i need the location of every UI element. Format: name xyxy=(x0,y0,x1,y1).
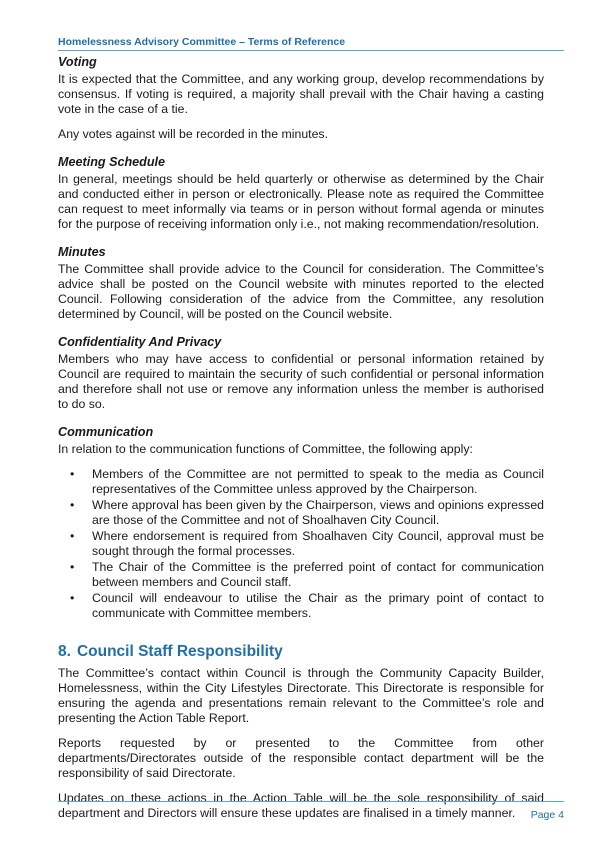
meeting-schedule-paragraph: In general, meetings should be held quarterly or otherwise as determined by the Chair and conducted either in person or electronically. Please note as required the Committee can request to meet informally via teams or in person without formal agenda or minutes for the purpose of receiving information only i.e., not making recommendation/resolution. xyxy=(58,172,544,231)
list-item xyxy=(70,498,544,528)
communication-heading: Communication xyxy=(58,425,154,439)
bullet-icon: • xyxy=(70,529,75,543)
voting-paragraph-1: It is expected that the Committee, and any working group, develop recommendations by consensus. If voting is required, a majority shall prevail with the Chair having a casting vote in the case of a tie. xyxy=(58,72,544,116)
bullet-icon: • xyxy=(70,467,75,481)
header-divider xyxy=(58,50,564,51)
list-item-text: Members of the Committee are not permitted to speak to the media as Council representatives of the Committee unless approved by the Chairperson. xyxy=(92,467,544,496)
section-8-paragraph-1: The Committee’s contact within Council is through the Community Capacity Builder, Homelessness, within the City Lifestyles Directorate. This Directorate is responsible for ensuring the agenda and presentations remain relevant to the Committee’s role and presenting the Action Table Report. xyxy=(58,666,544,725)
list-item-text: Where approval has been given by the Chairperson, views and opinions expressed are those of the Committee and not of Shoalhaven City Council. xyxy=(92,498,544,527)
section-8-heading xyxy=(58,644,544,659)
section-8-paragraph-2: Reports requested by or presented to the Committee from other departments/Directorates outside of the responsible contact department will be the responsibility of said Directorate. xyxy=(58,736,544,780)
voting-paragraph-2: Any votes against will be recorded in the minutes. xyxy=(58,127,328,141)
footer-divider xyxy=(58,801,564,802)
bullet-icon: • xyxy=(70,498,75,512)
list-item xyxy=(70,467,544,497)
communication-bullet-list xyxy=(58,467,544,621)
list-item xyxy=(70,560,544,590)
list-item xyxy=(70,529,544,559)
minutes-paragraph: The Committee shall provide advice to the Council for consideration. The Committee’s advice shall be posted on the Council website with minutes reported to the elected Council. Following consideration of the advice from the Committee, any resolution determined by Council, will be posted on the Council website. xyxy=(58,262,544,321)
list-item xyxy=(70,591,544,621)
section-8-paragraph-3: Updates on these actions in the Action Table will be the sole responsibility of said department and Directors will ensure these updates are finalised in a timely manner. xyxy=(58,791,544,820)
voting-heading: Voting xyxy=(58,55,97,69)
confidentiality-paragraph: Members who may have access to confidential or personal information retained by Council are required to maintain the security of such confidential or personal information and therefore shall not use or remove any information unless the member is authorised to do so. xyxy=(58,352,544,411)
meeting-schedule-heading: Meeting Schedule xyxy=(58,155,166,169)
list-item-text: The Chair of the Committee is the preferred point of contact for communication between members and Council staff. xyxy=(92,560,544,589)
bullet-icon: • xyxy=(70,591,75,605)
section-number: 8. xyxy=(58,643,71,660)
list-item-text: Council will endeavour to utilise the Chair as the primary point of contact to communicate with Committee members. xyxy=(92,591,544,620)
communication-intro: In relation to the communication functions of Committee, the following apply: xyxy=(58,442,473,456)
page-number: Page 4 xyxy=(530,809,564,821)
minutes-heading: Minutes xyxy=(58,245,106,259)
bullet-icon: • xyxy=(70,560,75,574)
running-header: Homelessness Advisory Committee – Terms of Reference xyxy=(58,36,346,48)
section-title: Council Staff Responsibility xyxy=(76,643,283,660)
page-content xyxy=(58,55,544,821)
list-item-text: Where endorsement is required from Shoalhaven City Council, approval must be sought through the formal processes. xyxy=(92,529,544,558)
confidentiality-heading: Confidentiality And Privacy xyxy=(58,335,222,349)
